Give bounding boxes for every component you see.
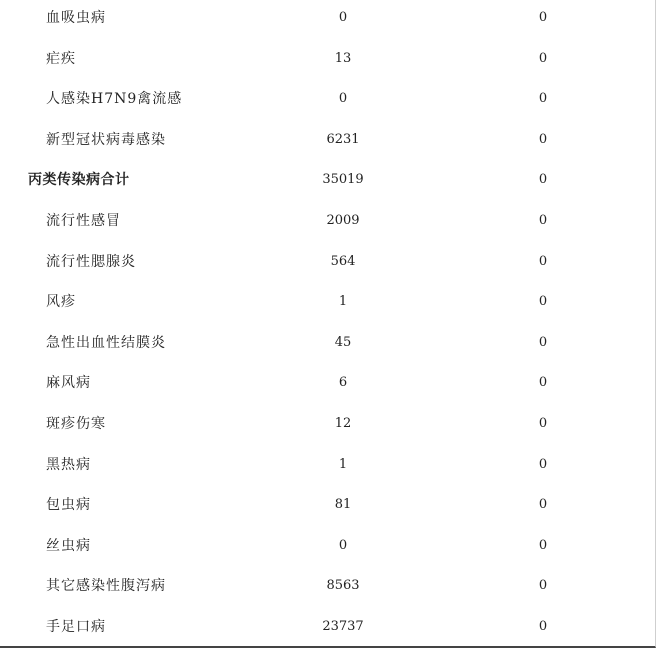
death-count: 0 [538, 456, 548, 472]
death-count: 0 [538, 10, 548, 25]
case-count: 0 [338, 91, 348, 107]
table-row [0, 487, 656, 528]
table-row [0, 122, 656, 163]
disease-name: 黑热病 [46, 456, 91, 473]
case-count: 8563 [326, 578, 360, 594]
death-count: 0 [538, 415, 548, 431]
table-row [0, 203, 656, 244]
disease-name: 疟疾 [46, 50, 76, 67]
category-name: 丙类传染病合计 [28, 172, 130, 189]
category-total-row [0, 162, 656, 203]
case-count: 0 [338, 537, 348, 553]
death-count: 0 [538, 578, 548, 594]
death-count: 0 [538, 253, 548, 269]
table-row [0, 447, 656, 488]
death-count: 0 [538, 131, 548, 147]
case-count: 12 [334, 415, 352, 431]
death-count: 0 [538, 375, 548, 391]
death-count: 0 [538, 172, 548, 188]
death-count: 0 [538, 537, 548, 553]
death-count: 0 [538, 91, 548, 107]
table-row [0, 244, 656, 285]
disease-name: 新型冠状病毒感染 [46, 131, 166, 148]
disease-name: 手足口病 [46, 618, 106, 635]
case-count: 23737 [322, 618, 364, 634]
death-count: 0 [538, 334, 548, 350]
disease-name: 包虫病 [46, 497, 91, 514]
case-count: 0 [338, 10, 348, 25]
case-count: 13 [334, 50, 352, 66]
table-row [0, 325, 656, 366]
disease-name: 斑疹伤寒 [46, 415, 106, 432]
disease-name: 急性出血性结膜炎 [46, 334, 166, 351]
case-count: 1 [338, 294, 348, 310]
table-row [0, 528, 656, 569]
table-row [0, 81, 656, 122]
death-count: 0 [538, 294, 548, 310]
death-count: 0 [538, 50, 548, 66]
table-row [0, 0, 656, 41]
case-count: 1 [338, 456, 348, 472]
disease-name: 流行性感冒 [46, 212, 121, 229]
disease-name: 人感染H7N9禽流感 [46, 91, 183, 108]
case-count: 81 [334, 497, 352, 513]
table-row [0, 365, 656, 406]
case-count: 45 [334, 334, 352, 350]
case-count: 6 [338, 375, 348, 391]
case-count: 35019 [322, 172, 364, 188]
table-row [0, 284, 656, 325]
death-count: 0 [538, 497, 548, 513]
table-row [0, 568, 656, 609]
disease-name: 风疹 [46, 294, 76, 311]
death-count: 0 [538, 212, 548, 228]
case-count: 2009 [326, 212, 360, 228]
disease-name: 麻风病 [46, 375, 91, 392]
table-row [0, 609, 656, 650]
disease-name: 血吸虫病 [46, 10, 106, 26]
disease-name: 流行性腮腺炎 [46, 253, 136, 270]
disease-name: 丝虫病 [46, 537, 91, 554]
case-count: 6231 [326, 131, 360, 147]
table-row [0, 406, 656, 447]
case-count: 564 [330, 253, 356, 269]
disease-name: 其它感染性腹泻病 [46, 578, 166, 595]
table-row [0, 41, 656, 82]
death-count: 0 [538, 618, 548, 634]
